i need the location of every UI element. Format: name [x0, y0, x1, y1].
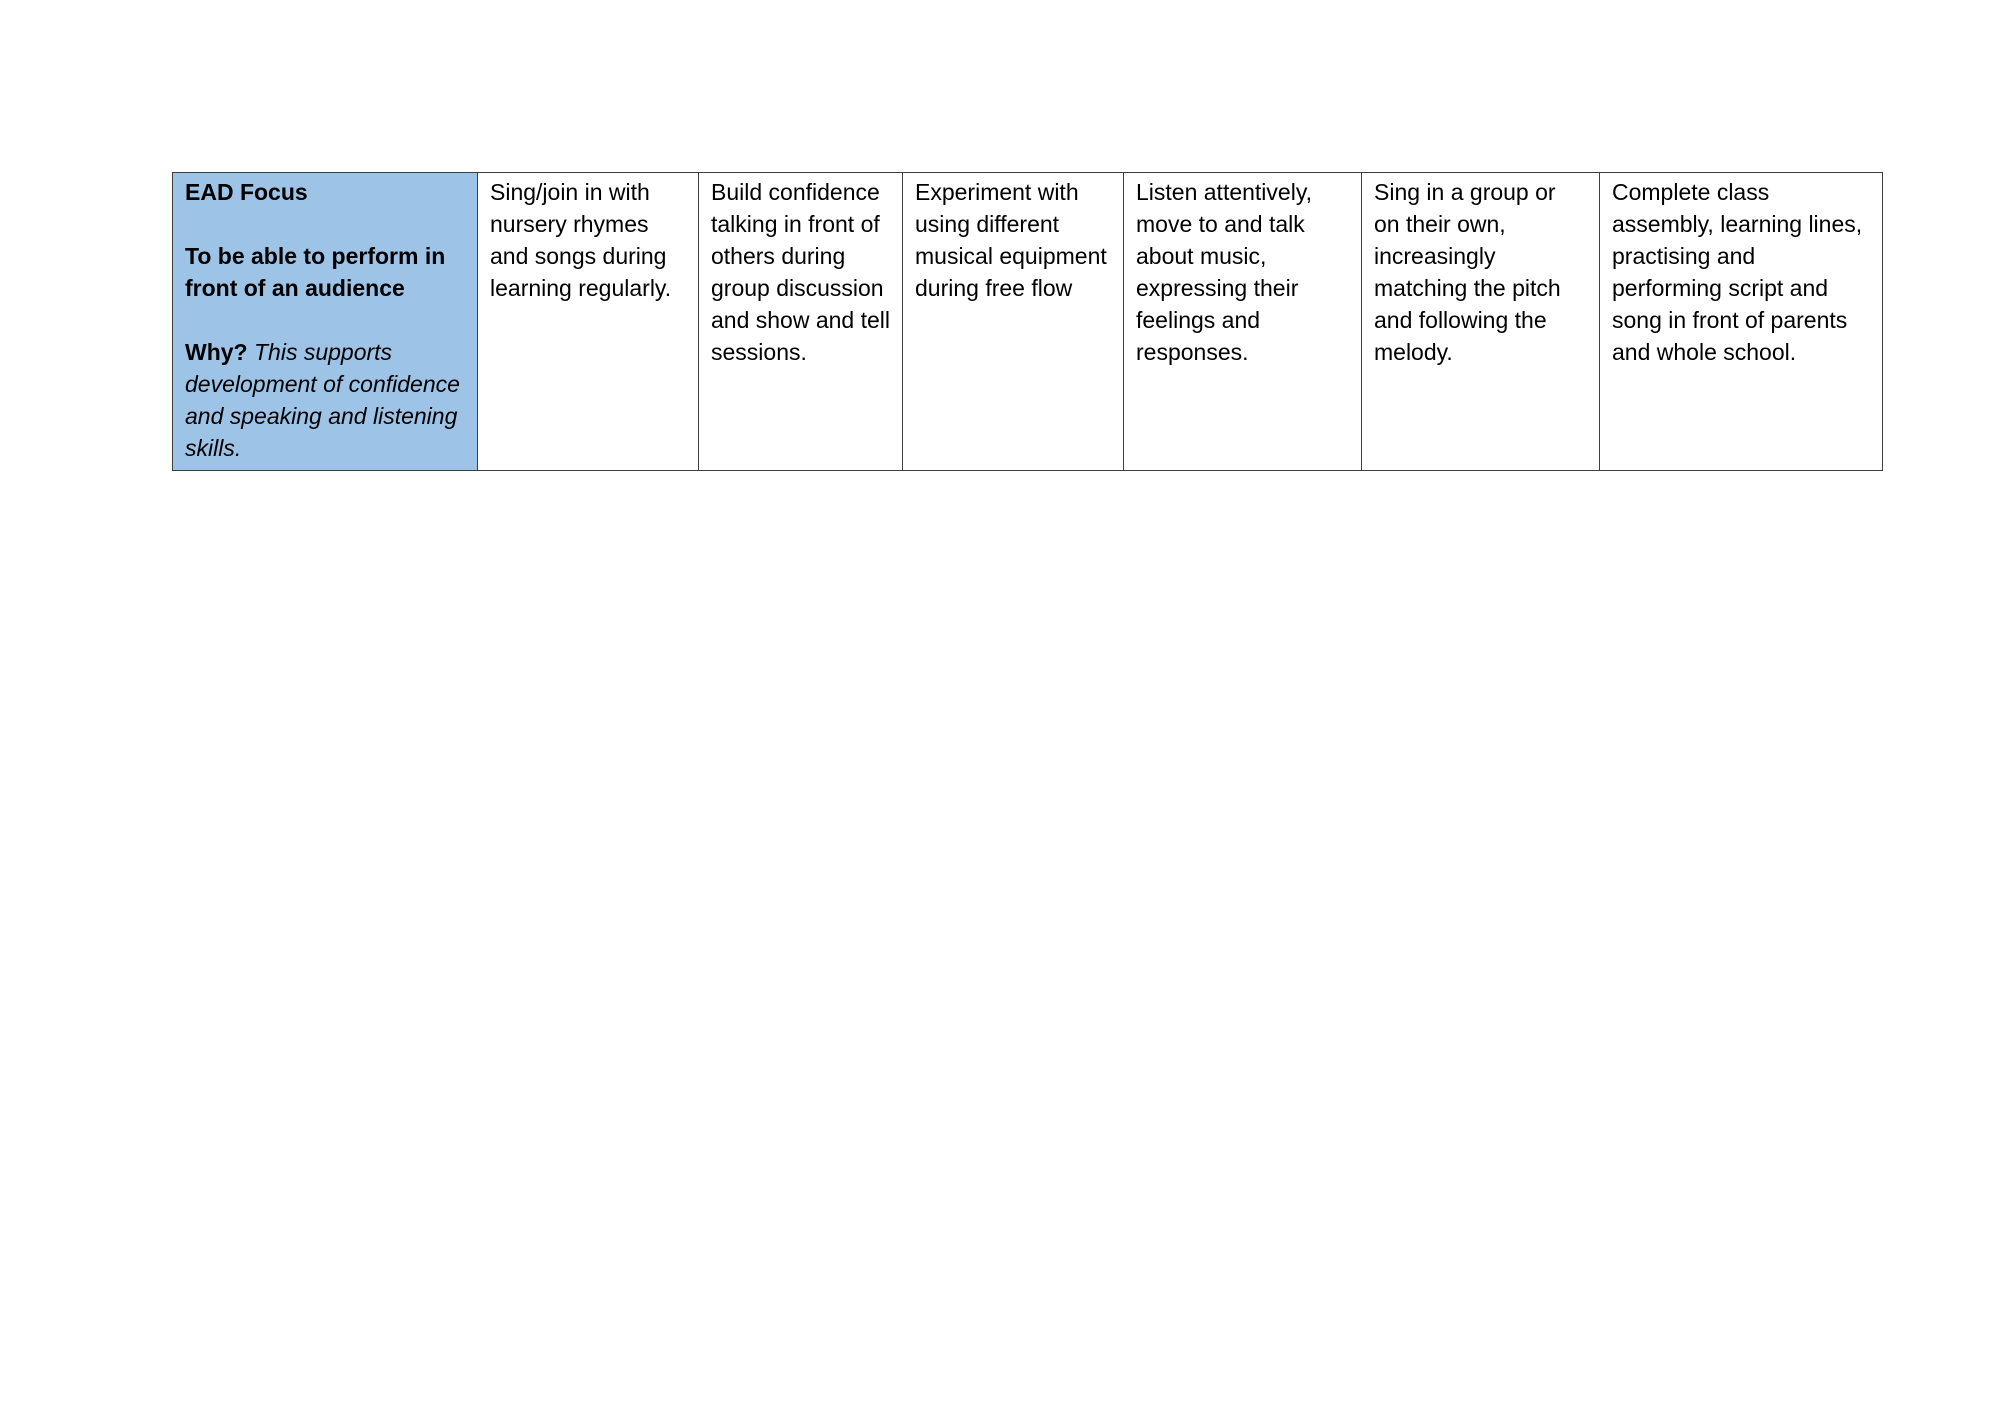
- step-cell-1: Sing/join in with nursery rhymes and songs during learning regularly.: [478, 173, 699, 471]
- step-cell-5: Sing in a group or on their own, increasingly matching the pitch and following the melody.: [1362, 173, 1600, 471]
- step-cell-3: Experiment with using different musical equipment during free flow: [903, 173, 1124, 471]
- step-cell-2: Build confidence talking in front of others during group discussion and show and tell sessions.: [699, 173, 903, 471]
- step-cell-6: Complete class assembly, learning lines, practising and performing script and song in front of parents and whole school.: [1600, 173, 1883, 471]
- ead-focus-table: [172, 172, 1883, 471]
- spacer: [185, 304, 465, 336]
- focus-why: [185, 339, 460, 461]
- step-cell-4: Listen attentively, move to and talk about music, expressing their feelings and responses.: [1124, 173, 1362, 471]
- why-label: Why?: [185, 339, 248, 365]
- focus-title: EAD Focus: [185, 179, 308, 205]
- why-text: This supports development of confidence and speaking and listening skills.: [185, 339, 460, 461]
- table-row: [173, 173, 1883, 471]
- focus-cell: [173, 173, 478, 471]
- focus-goal: To be able to perform in front of an audience: [185, 243, 446, 301]
- spacer: [185, 208, 465, 240]
